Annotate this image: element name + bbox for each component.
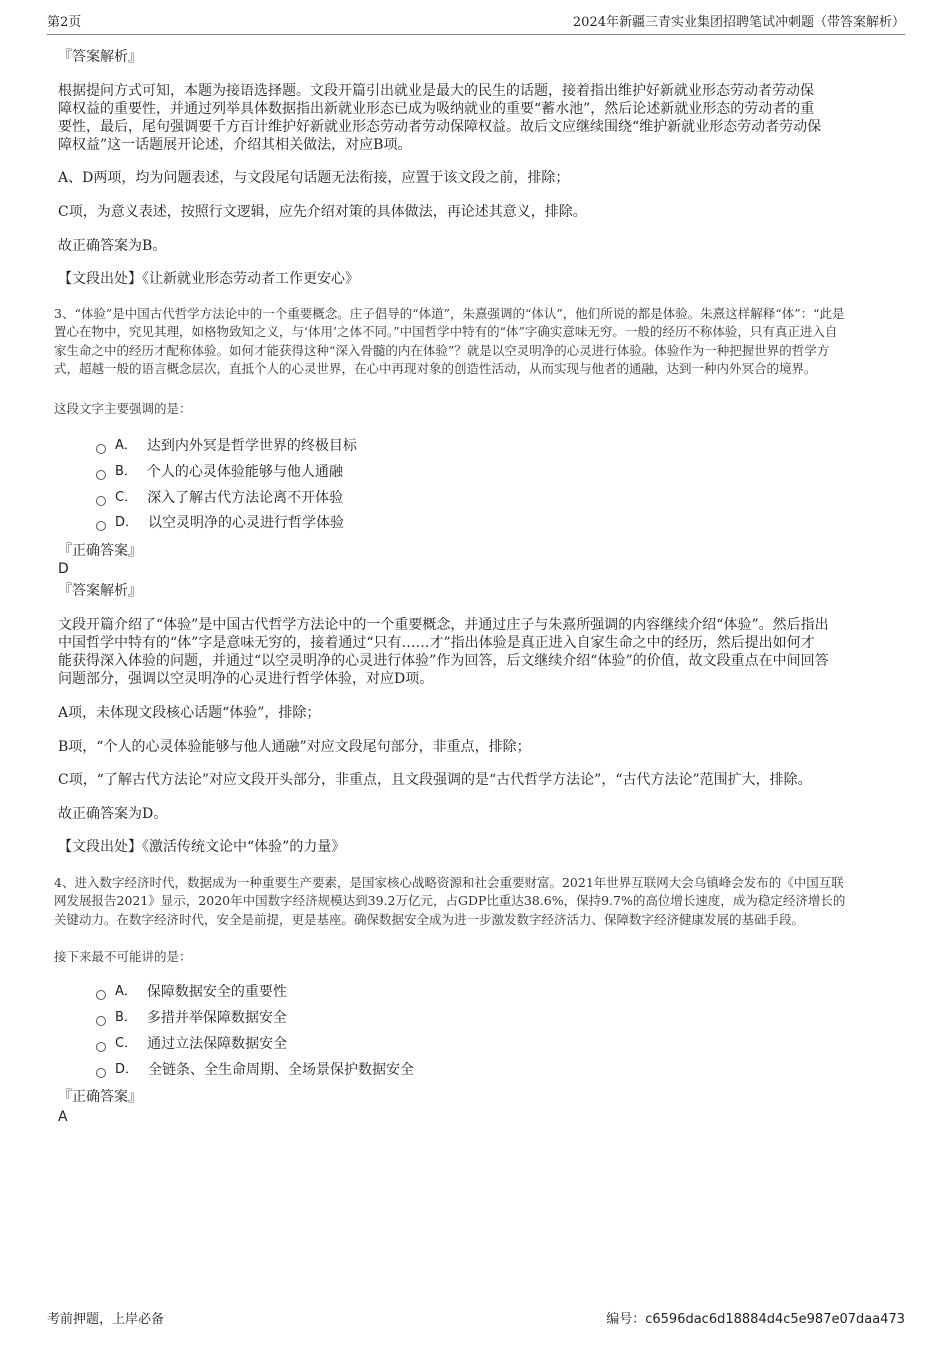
analysis-line: 问题部分，强调以空灵明净的心灵进行哲学体验，对应D项。 [58,671,434,687]
radio-icon[interactable] [96,990,106,1000]
stem-line: 式，超越一般的语言概念层次，直抵个人的心灵世界，在心中再现对象的创造性活动，从而实现与他者的通融，达到一种内外冥合的境界。 [54,360,817,376]
analysis-label: 『答案解析』 [58,49,142,65]
option-text: 个人的心灵体验能够与他人通融 [146,464,343,480]
stem-line: 网发展报告2021》显示，2020年中国数字经济规模达到39.2万亿元，占GDP比重达38.6%，保持9.7%的高位增长速度，成为稳定经济增长的 [54,893,846,909]
option-a[interactable] [96,982,287,1002]
option-letter: A． [115,438,137,453]
correct-answer: A [58,1109,68,1125]
option-letter: D． [115,515,139,530]
document-title: 2024年新疆三青实业集团招聘笔试冲刺题（带答案解析） [572,15,905,30]
question-stem [54,305,900,378]
exclusion-text: C项，为意义表述，按照行文逻辑，应先介绍对策的具体做法，再论述其意义，排除。 [58,204,587,220]
stem-line: 关键动力。在数字经济时代，安全是前提，更是基座。确保数据安全成为进一步激发数字经济活力、保障数字经济健康发展的基础手段。 [54,911,805,927]
analysis-line: 障权益”这一话题展开论述，介绍其相关做法，对应B项。 [58,137,412,153]
code-label: 编号： [606,1312,646,1327]
option-text: 全链条、全生命周期、全场景保护数据安全 [148,1062,415,1078]
code-value: c6596dac6d18884d4c5e987e07daa473 [645,1312,905,1327]
question-stem [54,874,900,929]
conclusion-text: 故正确答案为D。 [58,806,168,822]
question-prompt: 接下来最不可能讲的是： [54,949,192,964]
stem-line: 4、进入数字经济时代，数据成为一种重要生产要素，是国家核心战略资源和社会重要财富。2021年世界互联网大会乌镇峰会发布的《中国互联 [54,875,844,890]
correct-answer-label: 『正确答案』 [58,543,142,559]
exclusion-text: B项，“个人的心灵体验能够与他人通融”对应文段尾句部分，非重点，排除； [58,739,531,755]
option-letter: A． [115,984,137,999]
option-letter: B． [115,1010,137,1025]
radio-icon[interactable] [96,444,106,454]
radio-icon[interactable] [96,1042,106,1052]
exclusion-text: A、D两项，均为问题表述，与文段尾句话题无法衔接，应置于该文段之前，排除； [58,170,570,186]
analysis-label: 『答案解析』 [58,583,142,599]
source-text: 【文段出处】《让新就业形态劳动者工作更安心》 [58,271,359,287]
stem-line: 家生命之中的经历才配称体验。如何才能获得这种“深入骨髓的内在体验”？就是以空灵明净的心灵进行体验。体验作为一种把握世界的哲学方 [54,342,830,358]
page-header [47,14,905,35]
page-footer [47,1310,905,1330]
radio-icon[interactable] [96,470,106,480]
option-c[interactable] [96,1034,287,1054]
analysis-line: 中国哲学中特有的“体”字是意味无穷的，接着通过“只有……才”指出体验是真正进入自家生命之中的经历，然后提出如何才 [58,635,815,651]
option-text: 保障数据安全的重要性 [146,984,287,1000]
option-text: 通过立法保障数据安全 [147,1036,288,1052]
analysis-text [58,82,898,154]
option-d[interactable] [96,513,344,533]
option-letter: B． [115,464,137,479]
radio-icon[interactable] [96,1016,106,1026]
analysis-line: 文段开篇介绍了“体验”是中国古代哲学方法论中的一个重要概念，并通过庄子与朱熹所强调的内容继续介绍“体验”。然后指出 [58,617,829,633]
option-b[interactable] [96,462,343,482]
analysis-line: 障权益的重要性，并通过列举具体数据指出新就业形态已成为吸纳就业的重要“蓄水池”，然后论述新就业形态的劳动者的重 [58,101,815,117]
analysis-text [58,616,898,688]
question-prompt: 这段文字主要强调的是： [54,401,192,416]
option-b[interactable] [96,1008,287,1028]
stem-line: 置心在物中，究见其理，如格物致知之义，与‘体用’之体不同。”中国哲学中特有的“体”字确实意味无穷。一般的经历不称体验，只有真正进入自 [54,324,838,340]
exclusion-text: C项，“了解古代方法论”对应文段开头部分，非重点，且文段强调的是“古代哲学方法论”，“古代方法论”范围扩大，排除。 [58,772,812,788]
radio-icon[interactable] [96,496,106,506]
conclusion-text: 故正确答案为B。 [58,238,167,254]
correct-answer: D [58,561,69,577]
option-c[interactable] [96,488,343,508]
footer-slogan: 考前押题，上岸必备 [47,1312,165,1327]
option-letter: D． [115,1062,139,1077]
analysis-line: 根据提问方式可知，本题为接语选择题。文段开篇引出就业是最大的民生的话题，接着指出维护好新就业形态劳动者劳动保 [58,83,814,99]
option-text: 以空灵明净的心灵进行哲学体验 [148,515,345,531]
analysis-line: 能获得深入体验的问题，并通过“以空灵明净的心灵进行体验”作为回答，后文继续介绍“体验”的价值，故文段重点在中间回答 [58,653,829,669]
option-a[interactable] [96,436,357,456]
option-text: 多措并举保障数据安全 [146,1010,287,1026]
radio-icon[interactable] [96,1068,106,1078]
option-text: 深入了解古代方法论离不开体验 [147,490,344,506]
exclusion-text: A项，未体现文段核心话题“体验”，排除； [58,705,321,721]
option-text: 达到内外冥是哲学世界的终极目标 [146,438,357,454]
document-code [606,1310,905,1330]
analysis-line: 要性，最后，尾句强调要千方百计维护好新就业形态劳动者劳动保障权益。故后文应继续围绕“维护新就业形态劳动者劳动保 [58,119,822,135]
stem-line: 3、“体验”是中国古代哲学方法论中的一个重要概念。庄子倡导的“体道”，朱熹强调的“体认”，他们所说的都是体验。朱熹这样解释“体”：“此是 [54,306,845,321]
option-letter: C． [115,1036,138,1051]
option-d[interactable] [96,1060,414,1080]
source-text: 【文段出处】《激活传统文论中“体验”的力量》 [58,839,346,855]
radio-icon[interactable] [96,521,106,531]
page-number: 第2页 [47,15,82,30]
correct-answer-label: 『正确答案』 [58,1089,142,1105]
option-letter: C． [115,490,138,505]
